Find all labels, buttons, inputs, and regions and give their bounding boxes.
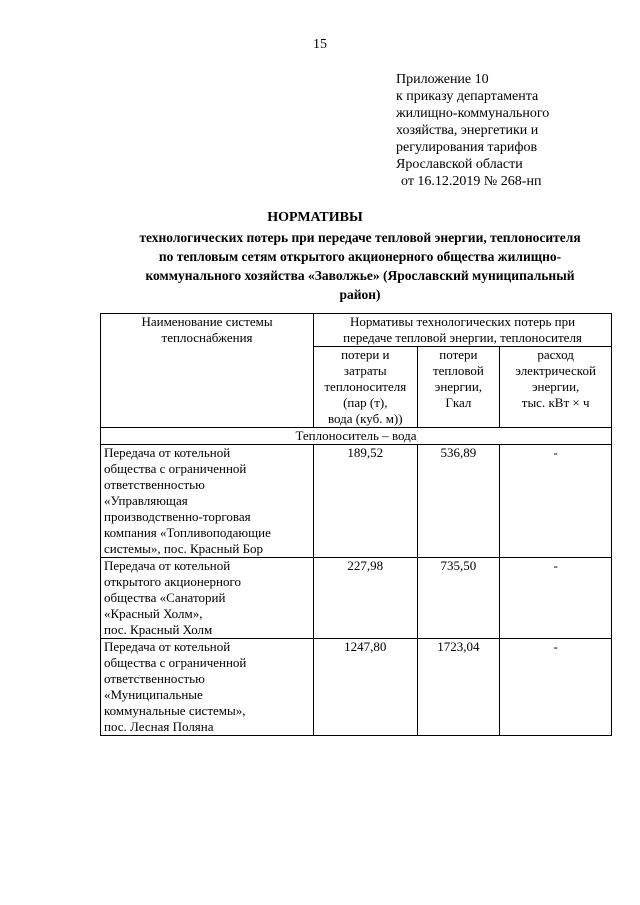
page-number: 15 [313,37,327,52]
row-electricity [500,639,612,736]
table-row [101,558,612,639]
document-subtitle [92,228,628,304]
row-heat-losses [417,639,500,736]
subtitle-line: по тепловым сетям открытого акционерного общества жилищно- [158,249,562,264]
header-line: потери и [341,347,390,362]
table-row [101,639,612,736]
row-coolant-losses [314,558,417,639]
table-section-row [101,428,612,445]
header-line: потери [439,347,478,362]
header-system-name [101,314,314,428]
name-line: пос. Красный Холм [104,622,213,637]
header-coolant-losses [314,347,417,428]
header-line: (пар (т), [343,395,388,410]
header-line: теплоснабжения [161,330,253,345]
header-line: Гкал [445,395,472,410]
name-line: компания «Топливоподающие [104,525,271,540]
header-line: теплоносителя [324,379,407,394]
row-system-name [101,445,314,558]
name-line: Передача от котельной [104,445,231,460]
name-line: «Красный Холм», [104,606,203,621]
value-text: 189,52 [347,445,384,460]
appendix-line: жилищно-коммунального [396,106,550,121]
subtitle-line: технологических потерь при передаче тепловой энергии, теплоносителя [139,230,581,245]
value-text: 1247,80 [344,639,387,654]
subtitle-line: коммунального хозяйства «Заволжье» (Ярославский муниципальный [145,268,575,283]
name-line: «Муниципальные [104,687,203,702]
header-line: передаче тепловой энергии, теплоносителя [343,330,582,345]
row-coolant-losses [314,639,417,736]
document-title: НОРМАТИВЫ [267,210,363,225]
name-line: системы», пос. Красный Бор [104,541,264,556]
subtitle-line: район) [339,287,381,302]
name-line: общества с ограниченной [104,461,247,476]
appendix-order-date: от 16.12.2019 № 268-нп [401,174,542,189]
table-row [101,445,612,558]
appendix-line: к приказу департамента [396,89,539,104]
row-heat-losses [417,445,500,558]
header-heat-losses [417,347,500,428]
value-text: 227,98 [347,558,384,573]
header-line: Наименование системы [141,314,273,329]
header-line: тыс. кВт × ч [521,395,590,410]
header-line: энергии, [531,379,580,394]
value-text: - [553,639,558,654]
name-line: Передача от котельной [104,558,231,573]
header-line: Нормативы технологических потерь при [349,314,576,329]
header-electricity [500,347,612,428]
name-line: коммунальные системы», [104,703,246,718]
appendix-block [396,71,626,190]
appendix-line: хозяйства, энергетики и [396,123,539,138]
header-norms-group [314,314,612,347]
section-coolant-water: Теплоноситель – вода [101,428,612,445]
row-electricity [500,445,612,558]
value-text: 1723,04 [437,639,480,654]
value-text: - [553,445,558,460]
header-line: вода (куб. м)) [327,411,403,426]
name-line: производственно-торговая [104,509,251,524]
row-electricity [500,558,612,639]
name-line: открытого акционерного [104,574,242,589]
norms-table [100,313,612,736]
name-line: ответственностью [104,477,205,492]
name-line: ответственностью [104,671,205,686]
appendix-line: Ярославской области [396,157,523,172]
row-system-name [101,558,314,639]
value-text: - [553,558,558,573]
name-line: общества с ограниченной [104,655,247,670]
name-line: общества «Санаторий [104,590,226,605]
row-heat-losses [417,558,500,639]
header-line: тепловой [432,363,484,378]
appendix-line: регулирования тарифов [396,140,538,155]
row-coolant-losses [314,445,417,558]
name-line: «Управляющая [104,493,188,508]
table-header-row [101,314,612,347]
header-line: расход [537,347,574,362]
name-line: пос. Лесная Поляна [104,719,214,734]
header-line: затраты [343,363,387,378]
row-system-name [101,639,314,736]
header-line: энергии, [434,379,483,394]
value-text: 536,89 [440,445,477,460]
value-text: 735,50 [440,558,477,573]
name-line: Передача от котельной [104,639,231,654]
appendix-line: Приложение 10 [396,72,489,87]
header-line: электрической [515,363,596,378]
